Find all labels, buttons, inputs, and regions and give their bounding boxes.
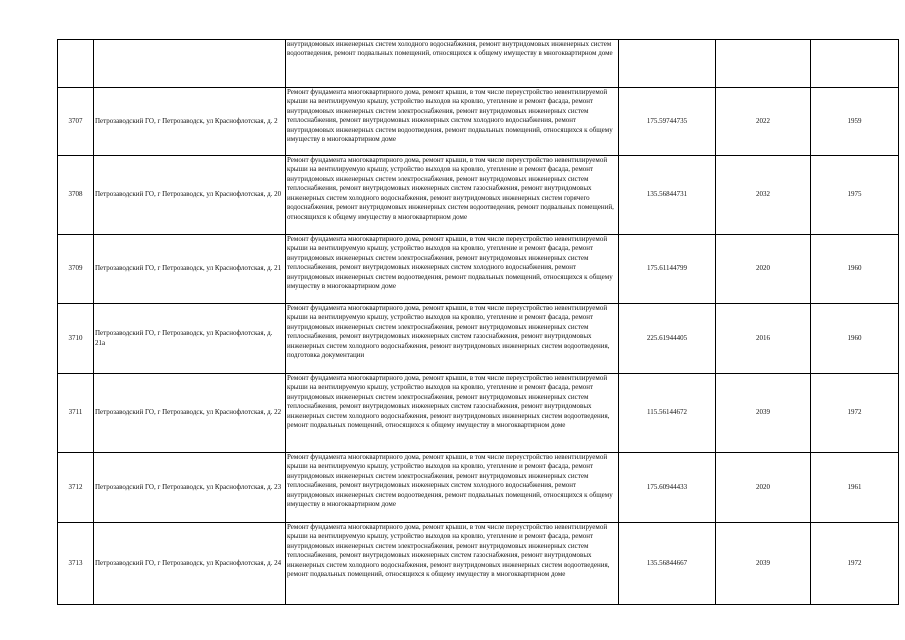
table-row [58, 235, 899, 304]
built-year-cell [811, 40, 899, 88]
address-cell: Петрозаводский ГО, г Петрозаводск, ул Краснофлотская, д. 21 [94, 235, 286, 304]
year-cell: 2032 [716, 156, 811, 235]
cost-cell: 175.60944433 [619, 453, 716, 523]
built-year-cell: 1959 [811, 88, 899, 156]
works-cell [286, 40, 619, 88]
year-cell: 2020 [716, 453, 811, 523]
cost-cell: 135.56844731 [619, 156, 716, 235]
row-number-cell: 3713 [58, 523, 94, 605]
built-year-cell: 1975 [811, 156, 899, 235]
address-cell: Петрозаводский ГО, г Петрозаводск, ул Краснофлотская, д. 23 [94, 453, 286, 523]
works-text: Ремонт фундамента многоквартирного дома, ремонт крыши, в том числе переустройство невентилируемой крыши на вентилируемую крышу, устройство выходов на кровлю, утепление и ремонт фасада, ремонт внутридомовых инженерных систем электроснабжения, ремонт внутридомовых инженерных систем теплоснабжения, ремонт внутридомовых инженерных систем холодного водоснабжения, ремонт внутридомовых инженерных систем водоотведения, ремонт подвальных помещений, относящихся к общему имуществу в многоквартирном доме [287, 453, 613, 509]
table-row [58, 304, 899, 374]
year-cell: 2022 [716, 88, 811, 156]
row-number-cell: 3712 [58, 453, 94, 523]
works-cell [286, 156, 619, 235]
row-number-cell: 3711 [58, 374, 94, 453]
address-cell: Петрозаводский ГО, г Петрозаводск, ул Краснофлотская, д. 2 [94, 88, 286, 156]
works-cell [286, 235, 619, 304]
works-text: Ремонт фундамента многоквартирного дома, ремонт крыши, в том числе переустройство невентилируемой крыши на вентилируемую крышу, устройство выходов на кровлю, утепление и ремонт фасада, ремонт внутридомовых инженерных систем электроснабжения, ремонт внутридомовых инженерных систем теплоснабжения, ремонт внутридомовых инженерных систем газоснабжения, ремонт внутридомовых инженерных систем холодного водоснабжения, ремонт внутридомовых инженерных систем водоотведения, ремонт подвальных помещений, относящихся к общему имуществу в многоквартирном доме [287, 374, 610, 430]
year-cell: 2039 [716, 523, 811, 605]
repair-program-table [57, 39, 899, 605]
works-text: внутридомовых инженерных систем холодного водоснабжения, ремонт внутридомовых инженерных систем водоотведения, ремонт подвальных помещений, относящихся к общему имуществу в многоквартирном доме [287, 40, 613, 58]
table-row [58, 88, 899, 156]
address-cell [94, 40, 286, 88]
row-number-cell: 3709 [58, 235, 94, 304]
works-text: Ремонт фундамента многоквартирного дома, ремонт крыши, в том числе переустройство невентилируемой крыши на вентилируемую крышу, устройство выходов на кровлю, утепление и ремонт фасада, ремонт внутридомовых инженерных систем электроснабжения, ремонт внутридомовых инженерных систем теплоснабжения, ремонт внутридомовых инженерных систем газоснабжения, ремонт внутридомовых инженерных систем холодного водоснабжения, ремонт внутридомовых инженерных систем водоотведения, ремонт подвальных помещений, относящихся к общему имуществу в многоквартирном доме [287, 523, 610, 579]
address-cell: Петрозаводский ГО, г Петрозаводск, ул Краснофлотская, д. 20 [94, 156, 286, 235]
table-row [58, 453, 899, 523]
table-row [58, 40, 899, 88]
built-year-cell: 1960 [811, 235, 899, 304]
row-number-cell [58, 40, 94, 88]
built-year-cell: 1961 [811, 453, 899, 523]
cost-cell: 225.61944405 [619, 304, 716, 374]
cost-cell: 175.61144799 [619, 235, 716, 304]
address-cell: Петрозаводский ГО, г Петрозаводск, ул Краснофлотская, д. 22 [94, 374, 286, 453]
works-text: Ремонт фундамента многоквартирного дома, ремонт крыши, в том числе переустройство невентилируемой крыши на вентилируемую крышу, устройство выходов на кровлю, утепление и ремонт фасада, ремонт внутридомовых инженерных систем электроснабжения, ремонт внутридомовых инженерных систем теплоснабжения, ремонт внутридомовых инженерных систем газоснабжения, ремонт внутридомовых инженерных систем холодного водоснабжения, ремонт внутридомовых инженерных систем горячего водоснабжения, ремонт внутридомовых инженерных систем водоотведения, ремонт подвальных помещений, относящихся к общему имуществу в многоквартирном доме [287, 156, 614, 221]
address-cell: Петрозаводский ГО, г Петрозаводск, ул Краснофлотская, д. 21а [94, 304, 286, 374]
built-year-cell: 1972 [811, 523, 899, 605]
built-year-cell: 1972 [811, 374, 899, 453]
works-cell [286, 374, 619, 453]
cost-cell [619, 40, 716, 88]
cost-cell: 135.56844667 [619, 523, 716, 605]
year-cell: 2020 [716, 235, 811, 304]
table-row [58, 156, 899, 235]
year-cell: 2016 [716, 304, 811, 374]
works-text: Ремонт фундамента многоквартирного дома, ремонт крыши, в том числе переустройство невентилируемой крыши на вентилируемую крышу, устройство выходов на кровлю, утепление и ремонт фасада, ремонт внутридомовых инженерных систем электроснабжения, ремонт внутридомовых инженерных систем теплоснабжения, ремонт внутридомовых инженерных систем холодного водоснабжения, ремонт внутридомовых инженерных систем водоотведения, ремонт подвальных помещений, относящихся к общему имуществу в многоквартирном доме [287, 235, 613, 291]
row-number-cell: 3710 [58, 304, 94, 374]
built-year-cell: 1960 [811, 304, 899, 374]
cost-cell: 175.59744735 [619, 88, 716, 156]
cost-cell: 115.56144672 [619, 374, 716, 453]
row-number-cell: 3708 [58, 156, 94, 235]
works-cell [286, 88, 619, 156]
table-row [58, 523, 899, 605]
works-cell [286, 523, 619, 605]
address-cell: Петрозаводский ГО, г Петрозаводск, ул Краснофлотская, д. 24 [94, 523, 286, 605]
row-number-cell: 3707 [58, 88, 94, 156]
works-cell [286, 304, 619, 374]
works-text: Ремонт фундамента многоквартирного дома, ремонт крыши, в том числе переустройство невентилируемой крыши на вентилируемую крышу, устройство выходов на кровлю, утепление и ремонт фасада, ремонт внутридомовых инженерных систем электроснабжения, ремонт внутридомовых инженерных систем теплоснабжения, ремонт внутридомовых инженерных систем холодного водоснабжения, ремонт внутридомовых инженерных систем водоотведения, ремонт подвальных помещений, относящихся к общему имуществу в многоквартирном доме [287, 88, 613, 144]
works-cell [286, 453, 619, 523]
works-text: Ремонт фундамента многоквартирного дома, ремонт крыши, в том числе переустройство невентилируемой крыши на вентилируемую крышу, устройство выходов на кровлю, утепление и ремонт фасада, ремонт внутридомовых инженерных систем электроснабжения, ремонт внутридомовых инженерных систем теплоснабжения, ремонт внутридомовых инженерных систем газоснабжения, ремонт внутридомовых инженерных систем холодного водоснабжения, ремонт внутридомовых инженерных систем водоотведения, подготовка документации [287, 304, 610, 360]
table-row [58, 374, 899, 453]
year-cell: 2039 [716, 374, 811, 453]
year-cell [716, 40, 811, 88]
